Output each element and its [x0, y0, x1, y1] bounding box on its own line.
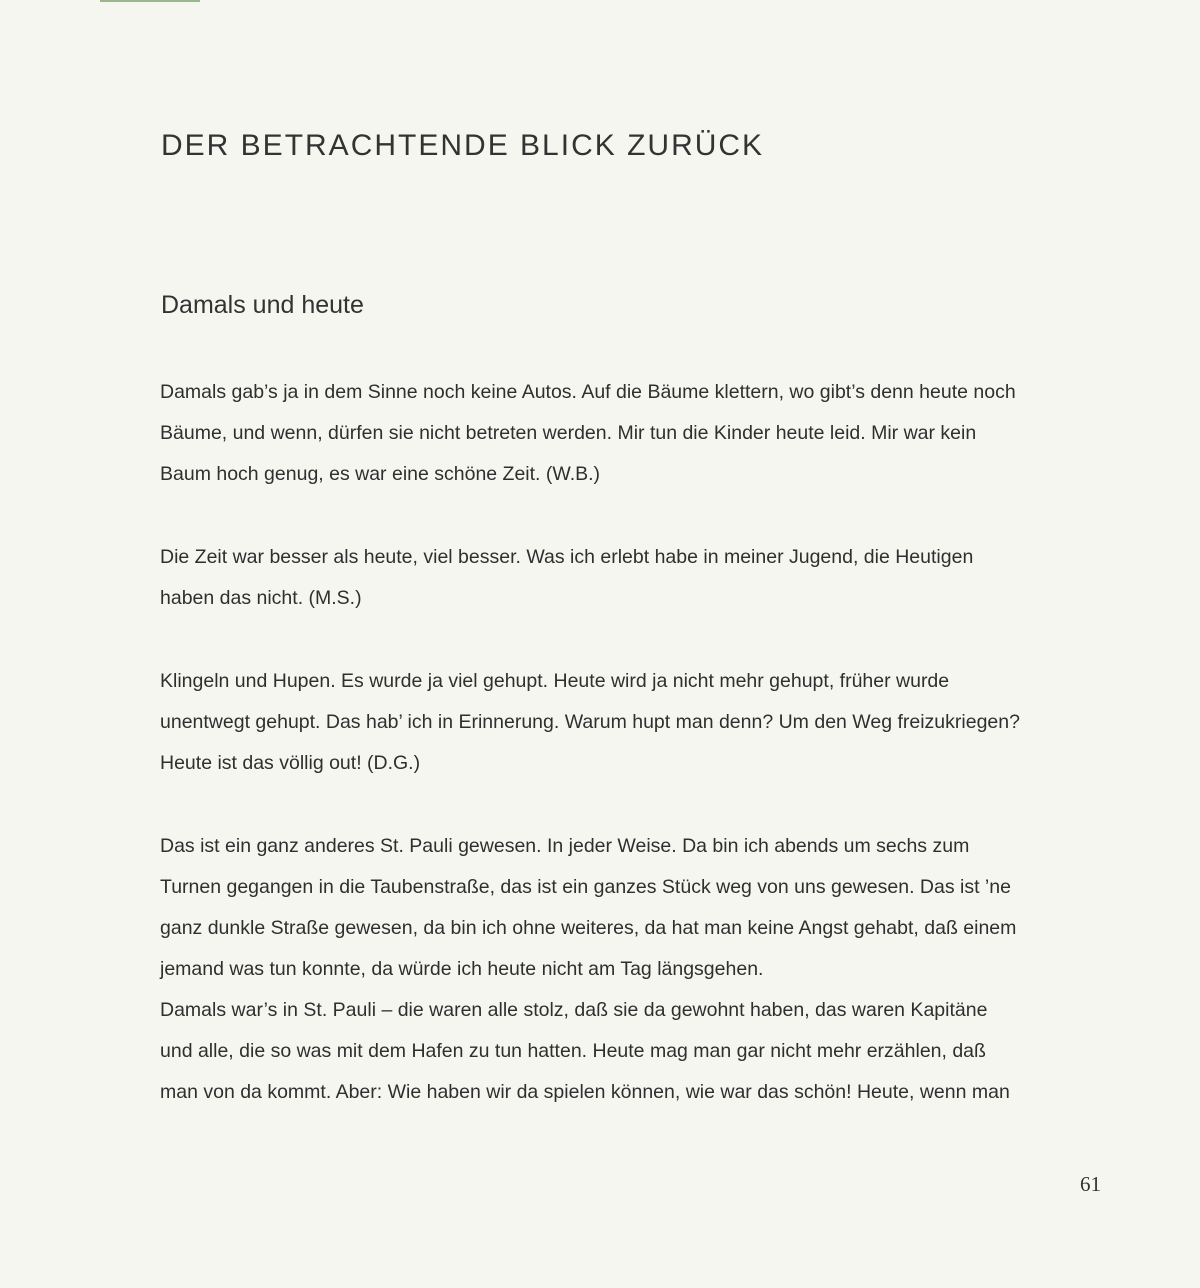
text-line: ganz dunkle Straße gewesen, da bin ich ohne weiteres, da hat man keine Angst gehabt, daß einem [160, 917, 1017, 939]
body-text [160, 372, 1120, 1155]
text-line: Klingeln und Hupen. Es wurde ja viel gehupt. Heute wird ja nicht mehr gehupt, früher wurde [160, 670, 950, 692]
text-line: Bäume, und wenn, dürfen sie nicht betreten werden. Mir tun die Kinder heute leid. Mir war kein [160, 422, 977, 444]
text-line: und alle, die so was mit dem Hafen zu tun hatten. Heute mag man gar nicht mehr erzählen, daß [160, 1040, 986, 1062]
paragraph-4 [160, 826, 1120, 1113]
text-line: Das ist ein ganz anderes St. Pauli gewesen. In jeder Weise. Da bin ich abends um sechs zum [160, 835, 970, 857]
paragraph-3 [160, 661, 1120, 784]
text-line: unentwegt gehupt. Das hab’ ich in Erinnerung. Warum hupt man denn? Um den Weg freizukriegen? [160, 711, 1020, 733]
text-line: Heute ist das völlig out! (D.G.) [160, 752, 421, 774]
section-title: Damals und heute [161, 291, 364, 319]
text-line: Die Zeit war besser als heute, viel besser. Was ich erlebt habe in meiner Jugend, die Heutigen [160, 546, 974, 568]
chapter-title: DER BETRACHTENDE BLICK ZURÜCK [161, 129, 765, 162]
text-line: man von da kommt. Aber: Wie haben wir da spielen können, wie war das schön! Heute, wenn man [160, 1081, 1010, 1103]
text-line: jemand was tun konnte, da würde ich heute nicht am Tag längsgehen. [160, 958, 764, 980]
text-line: haben das nicht. (M.S.) [160, 587, 362, 609]
text-line: Turnen gegangen in die Taubenstraße, das ist ein ganzes Stück weg von uns gewesen. Das ist ’ne [160, 876, 1011, 898]
text-line: Baum hoch genug, es war eine schöne Zeit. (W.B.) [160, 463, 601, 485]
text-line: Damals gab’s ja in dem Sinne noch keine Autos. Auf die Bäume klettern, wo gibt’s denn heute noch [160, 381, 1016, 403]
page-number: 61 [1080, 1172, 1101, 1196]
text-line: Damals war’s in St. Pauli – die waren alle stolz, daß sie da gewohnt haben, das waren Kapitäne [160, 999, 988, 1021]
paragraph-2 [160, 537, 1120, 619]
corner-mark [100, 0, 200, 2]
paragraph-1 [160, 372, 1120, 495]
